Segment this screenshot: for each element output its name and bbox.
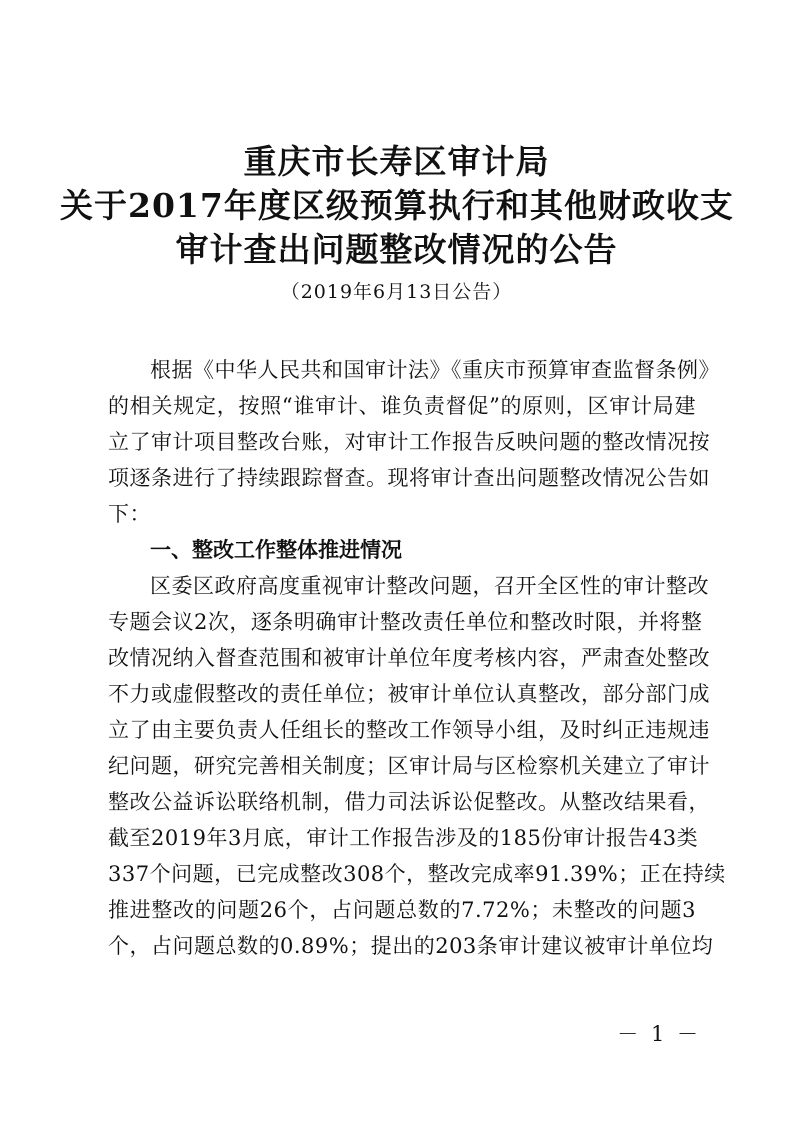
title-line-1: 重庆市长寿区审计局	[243, 142, 550, 181]
paragraph-line: 区委区政府高度重视审计整改问题，召开全区性的审计整改	[150, 574, 709, 598]
page-number: － 1 －	[617, 1022, 701, 1046]
title-line-2: 关于2017年度区级预算执行和其他财政收支	[60, 186, 734, 225]
intro-paragraph	[108, 352, 720, 532]
paragraph-line: 根据《中华人民共和国审计法》《重庆市预算审查监督条例》	[150, 358, 720, 382]
title-line-3: 审计查出问题整改情况的公告	[175, 230, 618, 269]
overview-paragraph	[108, 568, 726, 964]
body-text	[108, 352, 726, 964]
paragraph-line: 不力或虚假整改的责任单位；被审计单位认真整改，部分部门成	[108, 682, 710, 706]
announcement-date: （2019年6月13日公告）	[280, 281, 513, 303]
paragraph-line: 纪问题，研究完善相关制度；区审计局与区检察机关建立了审计	[108, 754, 710, 778]
paragraph-line: 改情况纳入督查范围和被审计单位年度考核内容，严肃查处整改	[108, 646, 710, 670]
section-heading: 一、整改工作整体推进情况	[150, 538, 402, 562]
paragraph-line: 项逐条进行了持续跟踪督查。现将审计查出问题整改情况公告如	[108, 466, 710, 490]
paragraph-line: 立了由主要负责人任组长的整改工作领导小组，及时纠正违规违	[108, 718, 710, 742]
title-block	[60, 140, 733, 306]
paragraph-line: 截至2019年3月底，审计工作报告涉及的185份审计报告43类	[108, 826, 699, 850]
paragraph-line: 个，占问题总数的0.89%；提出的203条审计建议被审计单位均	[108, 934, 714, 958]
paragraph-line: 推进整改的问题26个，占问题总数的7.72%；未整改的问题3	[108, 898, 696, 922]
paragraph-line: 下：	[108, 502, 151, 526]
paragraph-line: 专题会议2次，逐条明确审计整改责任单位和整改时限，并将整	[108, 610, 703, 634]
paragraph-line: 337个问题，已完成整改308个，整改完成率91.39%；正在持续	[108, 862, 726, 886]
paragraph-line: 立了审计项目整改台账，对审计工作报告反映问题的整改情况按	[108, 430, 710, 454]
paragraph-line: 的相关规定，按照“谁审计、谁负责督促”的原则，区审计局建	[108, 394, 696, 418]
paragraph-line: 整改公益诉讼联络机制，借力司法诉讼促整改。从整改结果看，	[108, 790, 710, 814]
